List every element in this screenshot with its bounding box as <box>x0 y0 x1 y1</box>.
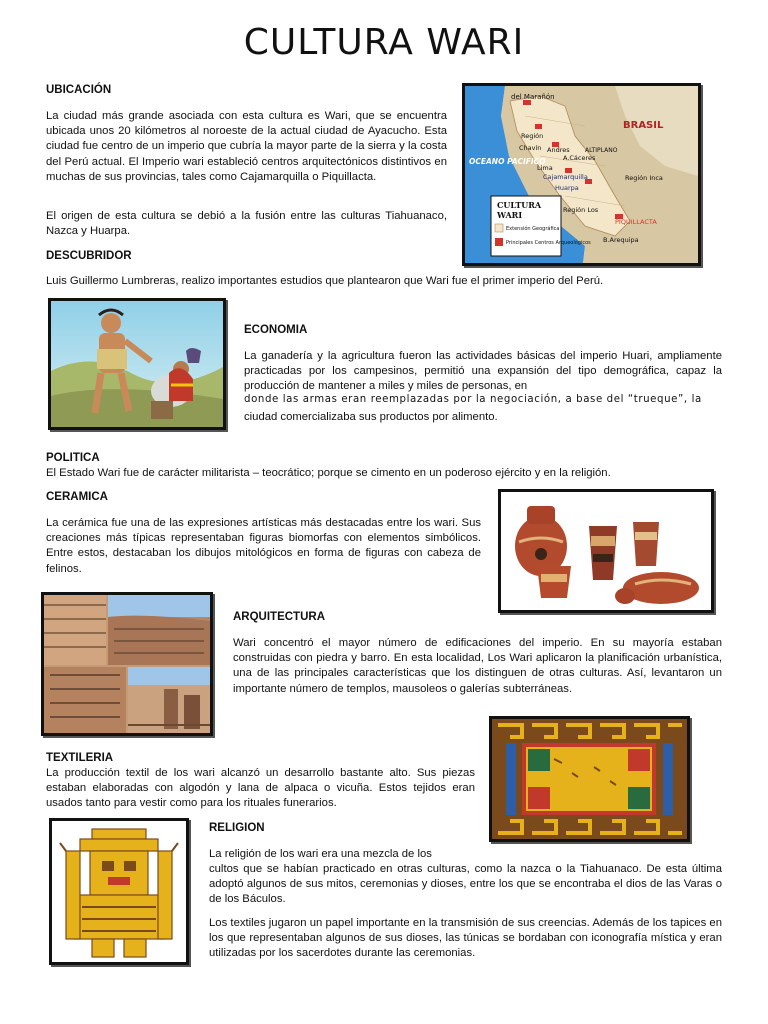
ubicacion-paragraph-2: El origen de esta cultura se debió a la fusión entre las culturas Tiahuanaco, Nazca y Huarpa. <box>46 210 447 238</box>
map-label: del Marañón <box>511 93 555 101</box>
map-label: Región Inca <box>625 174 663 182</box>
map-label: B.Arequipa <box>603 236 639 244</box>
arquitectura-text: Wari concentró el mayor número de edificaciones del imperio. En su mayoría estaban construidas con piedra y barro. En esta localidad, Los Wari aplicaron la planificación urbanística, una de las principales características que los distinguen de otras culturas. Así, levantaron un importante número de templos, mausoleos o galerías subterráneas. <box>233 637 722 695</box>
textile-image <box>489 716 690 842</box>
map-legend-item: Extensión Geográfica <box>506 226 560 232</box>
section-heading-ubicacion: UBICACIÓN <box>46 84 112 96</box>
economia-text: La ganadería y la agricultura fueron las actividades básicas del imperio Huari, ampliamente practicadas por los campesinos, permitió una expansión del tipo demográfica, capaz la producción de mantener a miles y miles de personas, en <box>244 350 722 393</box>
religion-text-line1: La religión de los wari era una mezcla de los <box>209 848 432 860</box>
section-heading-textileria: TEXTILERIA <box>46 752 114 764</box>
map-label: Región Los <box>563 206 599 214</box>
politica-text: El Estado Wari fue de carácter militarista – teocrático; porque se cimento en un poderoso ejército y en la religión. <box>46 467 611 479</box>
religion-text: cultos que se habían practicado en otras culturas, como la nazca o la Tiahuanaco. De esta última adoptó algunos de sus mitos, ceremonias y dioses, entre los que se encontraba el dios de las Varas o de los Báculos. <box>209 863 722 906</box>
map-label: Región <box>521 132 544 140</box>
section-heading-politica: POLITICA <box>46 452 100 464</box>
section-heading-descubridor: DESCUBRIDOR <box>46 250 132 262</box>
section-heading-religion: RELIGION <box>209 822 265 834</box>
ubicacion-paragraph-1: La ciudad más grande asociada con esta cultura es Wari, que se encuentra ubicada unos 20 kilómetros al noroeste de la actual ciudad de Ayacucho. Esta ciudad fue centro de un imperio que cubría la mayor parte de la sierra y la costa del Perú actual. El Imperio wari estableció centros arquitectónicos distintivos en muchas de sus provincias, tales como Cajamarquilla o Piquillacta. <box>46 110 447 183</box>
page-title: CULTURA WARI <box>243 22 525 63</box>
map-label: PIQUILLACTA <box>615 218 657 226</box>
economia-text-spaced: donde las armas eran reemplazadas por la negociación, a base del “trueque”, la <box>244 394 702 405</box>
section-heading-economia: ECONOMIA <box>244 324 308 336</box>
map-label: BRASIL <box>623 120 664 131</box>
map-legend-item: Principales Centros Arqueológicos <box>506 240 591 246</box>
economia-text-end: ciudad comercializaba sus productos por alimento. <box>244 411 498 423</box>
map-image <box>462 83 701 266</box>
section-heading-arquitectura: ARQUITECTURA <box>233 611 325 623</box>
map-label: Lima <box>537 164 553 172</box>
map-label: Huarpa <box>555 184 579 192</box>
map-label: OCEANO PACIFICO <box>469 157 546 166</box>
map-label: Cajamarquilla <box>543 173 588 181</box>
ceramica-text: La cerámica fue una de las expresiones artísticas más destacadas entre los wari. Sus creaciones más típicas representaban figuras biomorfas con elementos simbólicos. Entre estos, destacaban los dibujos mitológicos en forma de figuras con cabeza de felinos. <box>46 517 481 575</box>
map-legend-title: CULTURA <box>497 200 542 210</box>
section-heading-ceramica: CERAMICA <box>46 491 108 503</box>
ceramics-image <box>498 489 714 613</box>
map-label: Andres <box>547 146 570 154</box>
deity-image <box>49 818 189 965</box>
map-label: Chavín <box>519 144 542 152</box>
map-legend-title-2: WARI <box>497 210 523 220</box>
religion-paragraph-2: Los textiles jugaron un papel importante en la transmisión de sus creencias. Además de los tapices en los que representaban algunos de sus dioses, las túnicas se bordaban con iconografía mística y eran utilizadas por los sacerdotes durante las ceremonias. <box>209 917 722 960</box>
descubridor-text: Luis Guillermo Lumbreras, realizo importantes estudios que plantearon que Wari fue el primer imperio del Perú. <box>46 275 604 287</box>
architecture-photo <box>41 592 213 736</box>
textileria-text: La producción textil de los wari alcanzó un desarrollo bastante alto. Sus piezas estaban elaboradas con algodón y lana de alpaca o vicuña. Estos tejidos eran usados tanto para vestir como para los rituales funerarios. <box>46 767 475 810</box>
map-label: ALTIPLANO <box>585 147 618 154</box>
map-label: A.Cáceres <box>563 154 596 162</box>
economy-illustration <box>48 298 226 430</box>
